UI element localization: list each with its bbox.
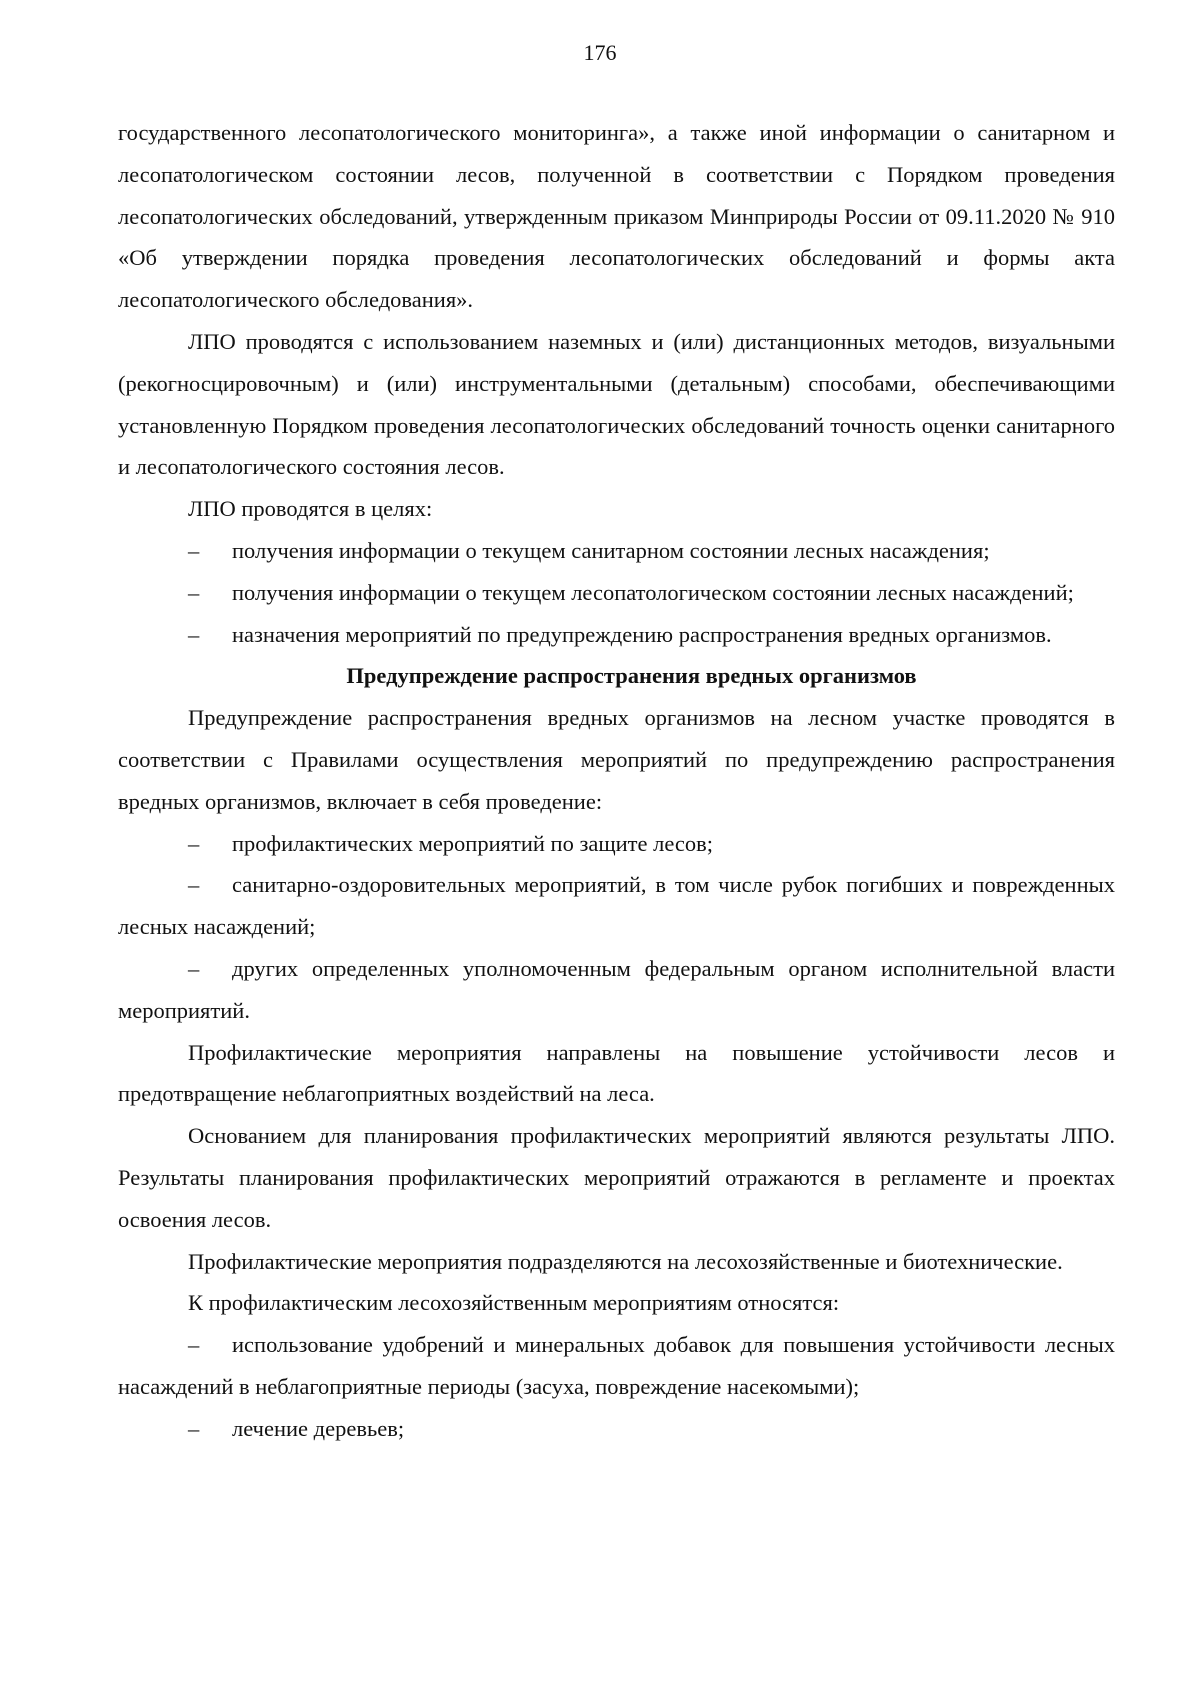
list-item <box>118 614 1115 656</box>
bullet-dash: – <box>188 579 200 605</box>
list-item-text: получения информации о текущем лесопатологическом состоянии лесных насаждений; <box>232 579 1074 605</box>
list-item <box>118 530 1115 572</box>
paragraph: Профилактические мероприятия подразделяются на лесохозяйственные и биотехнические. <box>188 1248 1063 1274</box>
list-item-text: назначения мероприятий по предупреждению распространения вредных организмов. <box>232 621 1052 647</box>
bullet-dash: – <box>188 872 200 898</box>
list-item <box>118 948 1115 1032</box>
paragraph: Основанием для планирования профилактических мероприятий являются результаты ЛПО. Результаты планирования профилактических мероприятий отражаются в регламенте и проектах освоения лесов. <box>118 1123 1115 1232</box>
list-item-text: профилактических мероприятий по защите лесов; <box>232 830 714 856</box>
bullet-dash: – <box>188 1415 200 1441</box>
paragraph: К профилактическим лесохозяйственным мероприятиям относятся: <box>188 1290 840 1316</box>
section-heading: Предупреждение распространения вредных организмов <box>346 663 917 689</box>
document-body <box>118 112 1115 1450</box>
bullet-dash: – <box>188 830 200 856</box>
bullet-dash: – <box>188 621 200 647</box>
list-item <box>118 864 1115 948</box>
paragraph: ЛПО проводятся в целях: <box>188 496 433 522</box>
list-item-text: других определенных уполномоченным федеральным органом исполнительной власти мероприятий. <box>118 955 1115 1023</box>
list-item-text: лечение деревьев; <box>232 1415 405 1441</box>
paragraph: Профилактические мероприятия направлены на повышение устойчивости лесов и предотвращение неблагоприятных воздействий на леса. <box>118 1039 1115 1107</box>
list-item <box>118 1324 1115 1408</box>
list-item <box>118 572 1115 614</box>
bullet-dash: – <box>188 955 200 981</box>
list-item-text: получения информации о текущем санитарном состоянии лесных насаждения; <box>232 537 990 563</box>
page-number: 176 <box>583 40 617 65</box>
list-item <box>118 823 1115 865</box>
paragraph: государственного лесопатологического мониторинга», а также иной информации о санитарном и лесопатологическом состоянии лесов, полученной в соответствии с Порядком проведения лесопатологических обследований, утвержденным приказом Минприроды России от 09.11.2020 № 910 «Об утверждении порядка проведения лесопатологических обследований и формы акта лесопатологического обследования». <box>118 120 1115 313</box>
paragraph: ЛПО проводятся с использованием наземных и (или) дистанционных методов, визуальными (рекогносцировочным) и (или) инструментальными (детальным) способами, обеспечивающими установленную Порядком проведения лесопатологических обследований точность оценки санитарного и лесопатологического состояния лесов. <box>118 328 1115 480</box>
list-item-text: санитарно-оздоровительных мероприятий, в том числе рубок погибших и поврежденных лесных насаждений; <box>118 872 1115 940</box>
paragraph: Предупреждение распространения вредных организмов на лесном участке проводятся в соответствии с Правилами осуществления мероприятий по предупреждению распространения вредных организмов, включает в себя проведение: <box>118 705 1115 814</box>
bullet-dash: – <box>188 1332 200 1358</box>
list-item <box>118 1408 1115 1450</box>
bullet-dash: – <box>188 537 200 563</box>
list-item-text: использование удобрений и минеральных добавок для повышения устойчивости лесных насаждений в неблагоприятные периоды (засуха, повреждение насекомыми); <box>118 1332 1115 1399</box>
